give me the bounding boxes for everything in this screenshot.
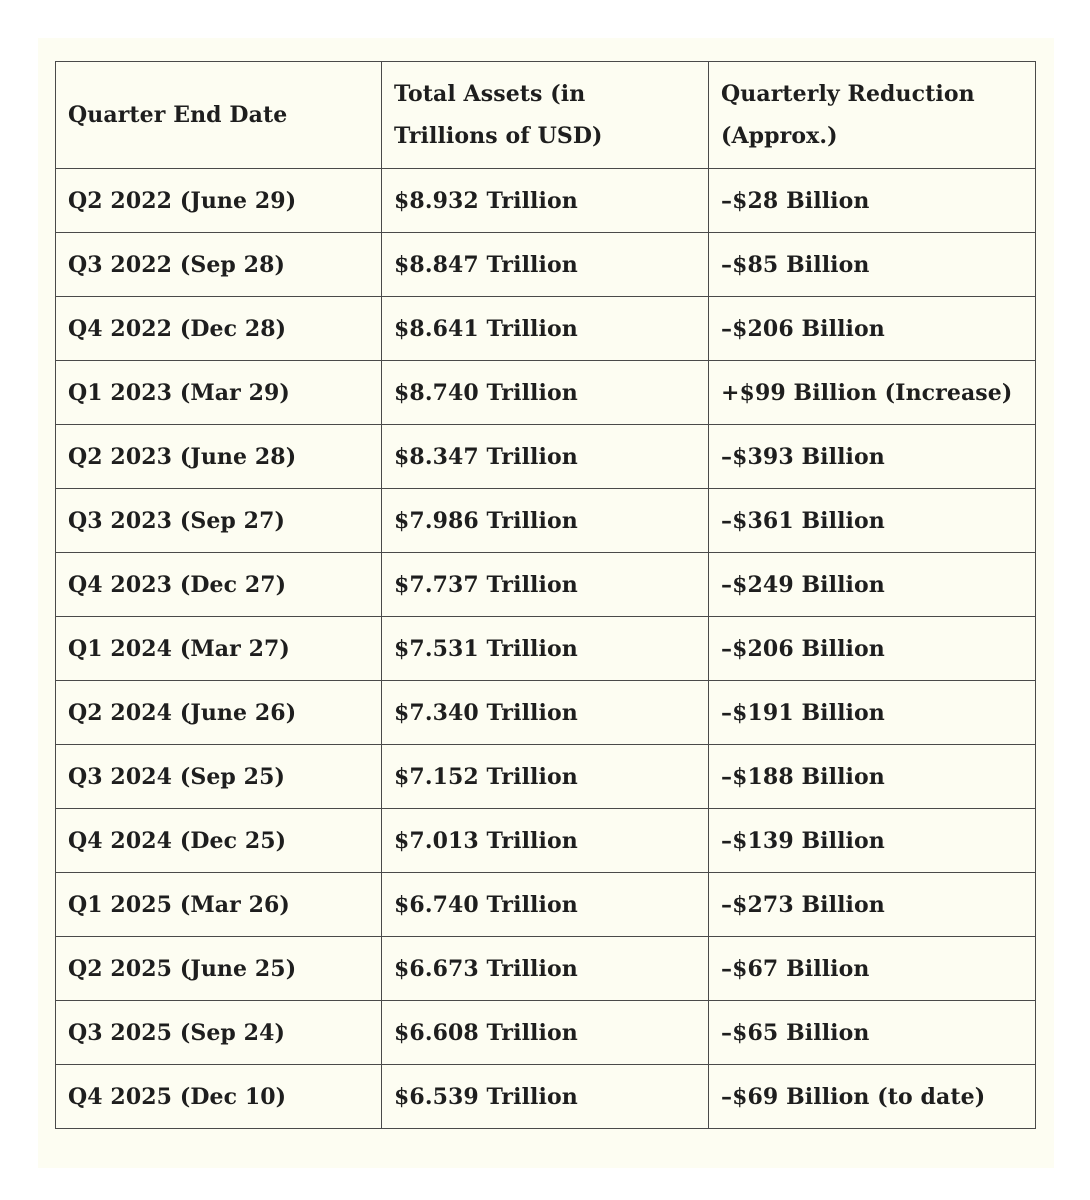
table-row [56, 873, 1036, 937]
table-row [56, 745, 1036, 809]
cell-total-assets: $8.932 Trillion [382, 169, 709, 233]
cell-quarter: Q1 2024 (Mar 27) [56, 617, 382, 681]
cell-reduction: –$273 Billion [709, 873, 1036, 937]
cell-quarter: Q1 2023 (Mar 29) [56, 361, 382, 425]
cell-quarter: Q4 2022 (Dec 28) [56, 297, 382, 361]
header-row [56, 62, 1036, 169]
table-row [56, 617, 1036, 681]
cell-reduction: –$65 Billion [709, 1001, 1036, 1065]
table-row [56, 169, 1036, 233]
cell-reduction: –$206 Billion [709, 617, 1036, 681]
cell-quarter: Q2 2023 (June 28) [56, 425, 382, 489]
cell-total-assets: $8.347 Trillion [382, 425, 709, 489]
table-row [56, 297, 1036, 361]
cell-reduction: –$361 Billion [709, 489, 1036, 553]
cell-reduction: –$139 Billion [709, 809, 1036, 873]
cell-reduction: –$393 Billion [709, 425, 1036, 489]
fed-assets-table [55, 61, 1036, 1129]
cell-total-assets: $6.673 Trillion [382, 937, 709, 1001]
table-row [56, 809, 1036, 873]
cell-total-assets: $7.340 Trillion [382, 681, 709, 745]
cell-total-assets: $6.539 Trillion [382, 1065, 709, 1129]
cell-reduction: –$188 Billion [709, 745, 1036, 809]
cell-reduction: +$99 Billion (Increase) [709, 361, 1036, 425]
cell-quarter: Q3 2024 (Sep 25) [56, 745, 382, 809]
table-row [56, 681, 1036, 745]
table-row [56, 361, 1036, 425]
cell-reduction: –$206 Billion [709, 297, 1036, 361]
cell-quarter: Q1 2025 (Mar 26) [56, 873, 382, 937]
cell-reduction: –$191 Billion [709, 681, 1036, 745]
cell-total-assets: $7.531 Trillion [382, 617, 709, 681]
cell-quarter: Q2 2024 (June 26) [56, 681, 382, 745]
header-quarter-end-date: Quarter End Date [56, 62, 382, 169]
header-total-assets: Total Assets (in Trillions of USD) [382, 62, 709, 169]
cell-total-assets: $7.152 Trillion [382, 745, 709, 809]
table-row [56, 489, 1036, 553]
cell-reduction: –$249 Billion [709, 553, 1036, 617]
cell-reduction: –$67 Billion [709, 937, 1036, 1001]
table-row [56, 937, 1036, 1001]
table-row [56, 425, 1036, 489]
cell-total-assets: $6.740 Trillion [382, 873, 709, 937]
cell-quarter: Q4 2025 (Dec 10) [56, 1065, 382, 1129]
cell-total-assets: $8.740 Trillion [382, 361, 709, 425]
table-row [56, 1001, 1036, 1065]
cell-total-assets: $7.737 Trillion [382, 553, 709, 617]
cell-reduction: –$28 Billion [709, 169, 1036, 233]
cell-total-assets: $7.986 Trillion [382, 489, 709, 553]
cell-total-assets: $8.641 Trillion [382, 297, 709, 361]
cell-reduction: –$85 Billion [709, 233, 1036, 297]
header-quarterly-reduction: Quarterly Reduction (Approx.) [709, 62, 1036, 169]
cell-quarter: Q3 2025 (Sep 24) [56, 1001, 382, 1065]
cell-quarter: Q4 2023 (Dec 27) [56, 553, 382, 617]
table-row [56, 233, 1036, 297]
cell-quarter: Q3 2022 (Sep 28) [56, 233, 382, 297]
cell-total-assets: $7.013 Trillion [382, 809, 709, 873]
cell-quarter: Q2 2022 (June 29) [56, 169, 382, 233]
table-row [56, 1065, 1036, 1129]
table-row [56, 553, 1036, 617]
cell-quarter: Q4 2024 (Dec 25) [56, 809, 382, 873]
cell-total-assets: $6.608 Trillion [382, 1001, 709, 1065]
cell-quarter: Q3 2023 (Sep 27) [56, 489, 382, 553]
cell-quarter: Q2 2025 (June 25) [56, 937, 382, 1001]
cell-reduction: –$69 Billion (to date) [709, 1065, 1036, 1129]
cell-total-assets: $8.847 Trillion [382, 233, 709, 297]
